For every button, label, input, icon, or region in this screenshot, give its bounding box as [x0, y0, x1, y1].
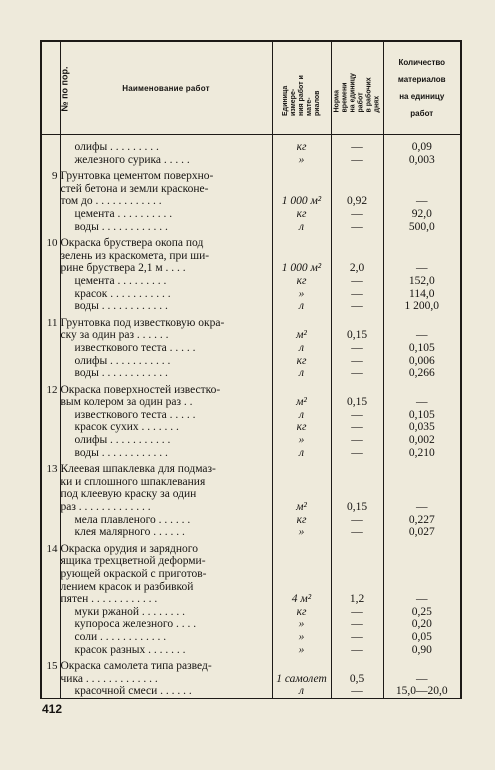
table-row	[41, 313, 461, 380]
table-body	[41, 135, 461, 699]
unit-value: л	[298, 685, 304, 698]
unit-value: л	[298, 446, 304, 459]
row-number	[41, 380, 60, 460]
page-number: 412	[42, 702, 63, 716]
work-name: лением красок и разбивкой	[60, 580, 194, 593]
row-number	[41, 313, 60, 380]
unit-value: »	[298, 618, 305, 631]
unit-value	[273, 384, 331, 397]
work-name: под клеевую краску за один	[60, 488, 197, 501]
quantity-value: —	[416, 501, 428, 514]
quantity-value	[384, 317, 461, 330]
norm-value: —	[351, 526, 363, 539]
material-name: мела плавленого . . . . . .	[74, 513, 191, 526]
unit-cell	[272, 313, 331, 380]
norm-cell	[331, 380, 383, 460]
unit-value	[273, 170, 331, 183]
quantity-value	[384, 488, 461, 501]
work-name-cell	[60, 166, 272, 233]
norm-value	[332, 384, 383, 397]
work-name: Окраска орудия и зарядного	[60, 542, 198, 555]
quantity-value: —	[416, 396, 428, 409]
row-number-text: 11	[46, 316, 58, 329]
unit-value: м²	[296, 329, 307, 342]
quantity-value: 0,105	[408, 408, 435, 421]
row-number-text	[42, 141, 58, 154]
work-name: Окраска самолета типа развед-	[60, 660, 212, 673]
work-name: рине бруствера 2,1 м . . . .	[60, 262, 186, 275]
material-name: красок сухих . . . . . . .	[74, 421, 179, 434]
unit-value: л	[298, 341, 304, 354]
quantity-value: 152,0	[408, 274, 435, 287]
row-number-text: 15	[46, 660, 58, 673]
work-name-cell	[60, 313, 272, 380]
material-name: воды . . . . . . . . . . . .	[74, 446, 168, 459]
work-name: Грунтовка под известковую окра-	[60, 316, 225, 329]
norm-value: —	[351, 207, 363, 220]
norm-value	[332, 250, 383, 263]
work-name-cell	[60, 135, 272, 167]
quantity-value	[384, 568, 461, 581]
unit-value	[273, 237, 331, 250]
header-norm	[331, 41, 383, 135]
table-row	[41, 135, 461, 167]
row-number	[41, 656, 60, 698]
table-row	[41, 166, 461, 233]
quantity-value: 0,027	[408, 526, 435, 539]
unit-value	[273, 183, 331, 196]
norm-value: 1,2	[349, 593, 365, 606]
unit-value: кг	[296, 207, 307, 220]
unit-value: »	[298, 434, 305, 447]
material-name: муки ржаной . . . . . . . .	[74, 605, 186, 618]
header-qty	[383, 41, 461, 135]
work-name: чика . . . . . . . . . . . . .	[60, 672, 158, 685]
work-name: Грунтовка цементом поверхно-	[60, 170, 214, 183]
quantity-value	[384, 581, 461, 594]
norm-value: —	[351, 434, 363, 447]
quantity-value	[384, 237, 461, 250]
norm-value: —	[351, 421, 363, 434]
quantity-value: 500,0	[408, 220, 435, 233]
norm-value: —	[351, 630, 363, 643]
unit-value: кг	[296, 513, 307, 526]
norm-value	[332, 568, 383, 581]
quantity-cell	[383, 539, 461, 656]
work-name: ску за один раз . . . . . .	[60, 329, 169, 342]
unit-value: кг	[296, 605, 307, 618]
quantity-value	[384, 476, 461, 489]
material-name: олифы . . . . . . . . .	[74, 141, 159, 153]
unit-value: кг	[296, 354, 307, 367]
work-name: пятен . . . . . . . . . . . .	[60, 593, 158, 606]
work-name: зелень из краскомета, при ши-	[60, 249, 210, 262]
unit-cell	[272, 233, 331, 313]
material-name: соли . . . . . . . . . . . .	[74, 630, 167, 643]
work-name: ящика трехцветной деформи-	[60, 555, 206, 568]
quantity-value: 0,006	[408, 354, 435, 367]
header-unit-text: Единица измере- ния работ и мате- риалов	[281, 75, 321, 116]
work-name-cell	[60, 233, 272, 313]
unit-cell	[272, 380, 331, 460]
row-number	[41, 459, 60, 539]
work-name-cell	[60, 380, 272, 460]
norm-value	[332, 317, 383, 330]
norm-value: 2,0	[349, 262, 365, 275]
row-number-text: 12	[46, 383, 58, 396]
quantity-value: 0,09	[411, 141, 432, 153]
norm-value: —	[351, 220, 363, 233]
norm-value	[332, 543, 383, 556]
unit-value	[273, 250, 331, 263]
quantity-cell	[383, 380, 461, 460]
norm-value	[332, 581, 383, 594]
norm-value: —	[351, 618, 363, 631]
work-name: Клеевая шпаклевка для подмаз-	[60, 463, 216, 476]
work-name: рующей окраской с приготов-	[60, 568, 207, 580]
material-name: воды . . . . . . . . . . . .	[74, 300, 168, 313]
header-name-text: Наименование работ	[122, 83, 210, 93]
quantity-value	[384, 463, 461, 476]
unit-value: м²	[296, 501, 307, 514]
quantity-value	[384, 555, 461, 568]
table-row	[41, 656, 461, 698]
unit-value	[273, 463, 331, 476]
quantity-cell	[383, 135, 461, 167]
work-name-cell	[60, 539, 272, 656]
unit-cell	[272, 135, 331, 167]
table-row	[41, 459, 461, 539]
norm-value: 0,15	[346, 501, 368, 514]
work-name-cell	[60, 459, 272, 539]
quantity-value: 0,05	[411, 630, 432, 643]
work-name: Окраска бруствера окопа под	[60, 237, 204, 250]
material-name: купороса железного . . . .	[74, 618, 197, 631]
norm-value: —	[351, 300, 363, 313]
work-name: Окраска поверхностей известко-	[60, 383, 221, 396]
unit-cell	[272, 166, 331, 233]
unit-value: »	[298, 643, 305, 656]
quantity-value: 0,25	[411, 605, 432, 618]
row-number	[41, 233, 60, 313]
work-name-cell	[60, 656, 272, 698]
quantity-value: 0,002	[408, 434, 435, 447]
norm-value	[332, 463, 383, 476]
norm-value: —	[351, 153, 363, 166]
unit-value: 1 000 м²	[281, 262, 322, 275]
quantity-value: 0,105	[408, 341, 435, 354]
table-header	[41, 41, 461, 135]
quantity-value	[384, 660, 461, 673]
quantity-value: —	[416, 672, 428, 685]
norm-cell	[331, 656, 383, 698]
unit-value: л	[298, 408, 304, 421]
norm-value: —	[351, 685, 363, 698]
unit-value	[273, 555, 331, 568]
material-name: известкового теста . . . . .	[74, 341, 196, 354]
norm-value: —	[351, 274, 363, 287]
unit-value: кг	[296, 421, 307, 434]
header-num	[41, 41, 70, 135]
norm-value: —	[351, 446, 363, 459]
material-name: воды . . . . . . . . . . . .	[74, 367, 168, 380]
unit-value: 4 м²	[291, 593, 312, 606]
unit-value: л	[298, 300, 304, 313]
quantity-value: —	[416, 329, 428, 342]
quantity-value: 1 200,0	[404, 300, 439, 313]
unit-value: кг	[296, 274, 307, 287]
norm-value: 0,15	[346, 329, 368, 342]
row-number-text: 9	[52, 170, 58, 183]
quantity-cell	[383, 313, 461, 380]
table-row	[41, 233, 461, 313]
quantity-value: —	[416, 593, 428, 606]
unit-cell	[272, 459, 331, 539]
work-name: том до . . . . . . . . . . . .	[60, 195, 162, 208]
material-name: олифы . . . . . . . . . . .	[74, 434, 171, 447]
header-num-text: № по пор.	[59, 66, 70, 112]
unit-value: м²	[296, 396, 307, 409]
material-name: железного сурика . . . . .	[74, 153, 190, 166]
unit-value	[273, 476, 331, 489]
quantity-value: 114,0	[409, 287, 435, 300]
norm-value	[332, 555, 383, 568]
header-unit	[272, 41, 331, 135]
quantity-value	[384, 384, 461, 397]
quantity-value: —	[416, 195, 428, 208]
unit-cell	[272, 656, 331, 698]
norm-cell	[331, 313, 383, 380]
norm-value: 0,5	[349, 672, 365, 685]
unit-value: 1 000 м²	[281, 195, 322, 208]
norm-value: 0,15	[346, 396, 368, 409]
norm-value: —	[351, 408, 363, 421]
row-number-text: 14	[46, 542, 58, 555]
unit-value	[273, 568, 331, 581]
material-name: красочной смеси . . . . . .	[74, 685, 192, 698]
material-name: олифы . . . . . . . . . . .	[74, 354, 171, 367]
quantity-value	[384, 250, 461, 263]
work-name: ки и сплошного шпаклевания	[60, 475, 206, 488]
unit-value	[273, 488, 331, 501]
unit-value	[273, 581, 331, 594]
quantity-value	[384, 170, 461, 183]
norm-value	[332, 170, 383, 183]
unit-value: кг	[296, 141, 307, 153]
norm-value	[332, 237, 383, 250]
quantity-cell	[383, 166, 461, 233]
quantity-value: 0,90	[411, 643, 432, 656]
norm-value: 0,92	[346, 195, 368, 208]
quantity-value: 92,0	[411, 207, 432, 220]
quantity-value	[384, 543, 461, 556]
unit-cell	[272, 539, 331, 656]
norm-cell	[331, 135, 383, 167]
quantity-cell	[383, 233, 461, 313]
unit-value: л	[298, 220, 304, 233]
quantity-value: —	[416, 262, 428, 275]
work-name: раз . . . . . . . . . . . . .	[60, 501, 151, 514]
norm-value: —	[351, 513, 363, 526]
quantity-value: 0,210	[408, 446, 435, 459]
quantity-value: 0,003	[408, 153, 435, 166]
material-name: воды . . . . . . . . . . . .	[74, 220, 168, 233]
unit-value: л	[298, 367, 304, 380]
quantity-value: 0,266	[408, 367, 435, 380]
norm-value: —	[351, 605, 363, 618]
quantity-value: 15,0—20,0	[395, 685, 448, 698]
material-name: красок разных . . . . . . .	[74, 643, 186, 656]
quantity-cell	[383, 656, 461, 698]
unit-value	[273, 317, 331, 330]
work-name: стей бетона и земли красконе-	[60, 182, 209, 195]
norm-value	[332, 660, 383, 673]
quantity-cell	[383, 459, 461, 539]
unit-value: »	[298, 526, 305, 539]
material-name: клея малярного . . . . . .	[74, 526, 185, 539]
norm-cell	[331, 233, 383, 313]
norm-value: —	[351, 354, 363, 367]
norm-value	[332, 488, 383, 501]
header-name	[60, 41, 272, 135]
norm-cell	[331, 539, 383, 656]
unit-value	[273, 660, 331, 673]
norm-value: —	[351, 287, 363, 300]
norm-value	[332, 476, 383, 489]
norm-value: —	[351, 341, 363, 354]
quantity-value	[384, 183, 461, 196]
header-qty-text: Количество материалов на единицу работ	[397, 58, 446, 118]
norm-value: —	[351, 643, 363, 656]
unit-value: »	[298, 287, 305, 300]
table-row	[41, 380, 461, 460]
row-number-text: 10	[46, 237, 58, 250]
table-row	[41, 539, 461, 656]
material-name: цемента . . . . . . . . . .	[74, 207, 173, 220]
unit-value: 1 самолет	[276, 672, 327, 685]
unit-value: »	[298, 153, 305, 166]
material-name: красок . . . . . . . . . . .	[74, 287, 171, 300]
row-number	[41, 135, 60, 167]
material-name: цемента . . . . . . . . .	[74, 274, 167, 287]
row-number	[41, 166, 60, 233]
row-number-text: 13	[46, 463, 58, 476]
norm-cell	[331, 166, 383, 233]
norm-cell	[331, 459, 383, 539]
norm-value: —	[351, 141, 363, 153]
quantity-value: 0,20	[411, 618, 432, 631]
quantity-value: 0,227	[408, 513, 435, 526]
norms-table	[40, 40, 462, 699]
norm-value: —	[351, 367, 363, 380]
norm-value	[332, 183, 383, 196]
material-name: известкового теста . . . . .	[74, 408, 196, 421]
quantity-value: 0,035	[408, 421, 435, 434]
unit-value: »	[298, 630, 305, 643]
row-number	[41, 539, 60, 656]
unit-value	[273, 543, 331, 556]
header-norm-text: Норма времени на единицу работ в рабочих днях	[333, 73, 380, 113]
work-name: вым колером за один раз . .	[60, 396, 193, 409]
